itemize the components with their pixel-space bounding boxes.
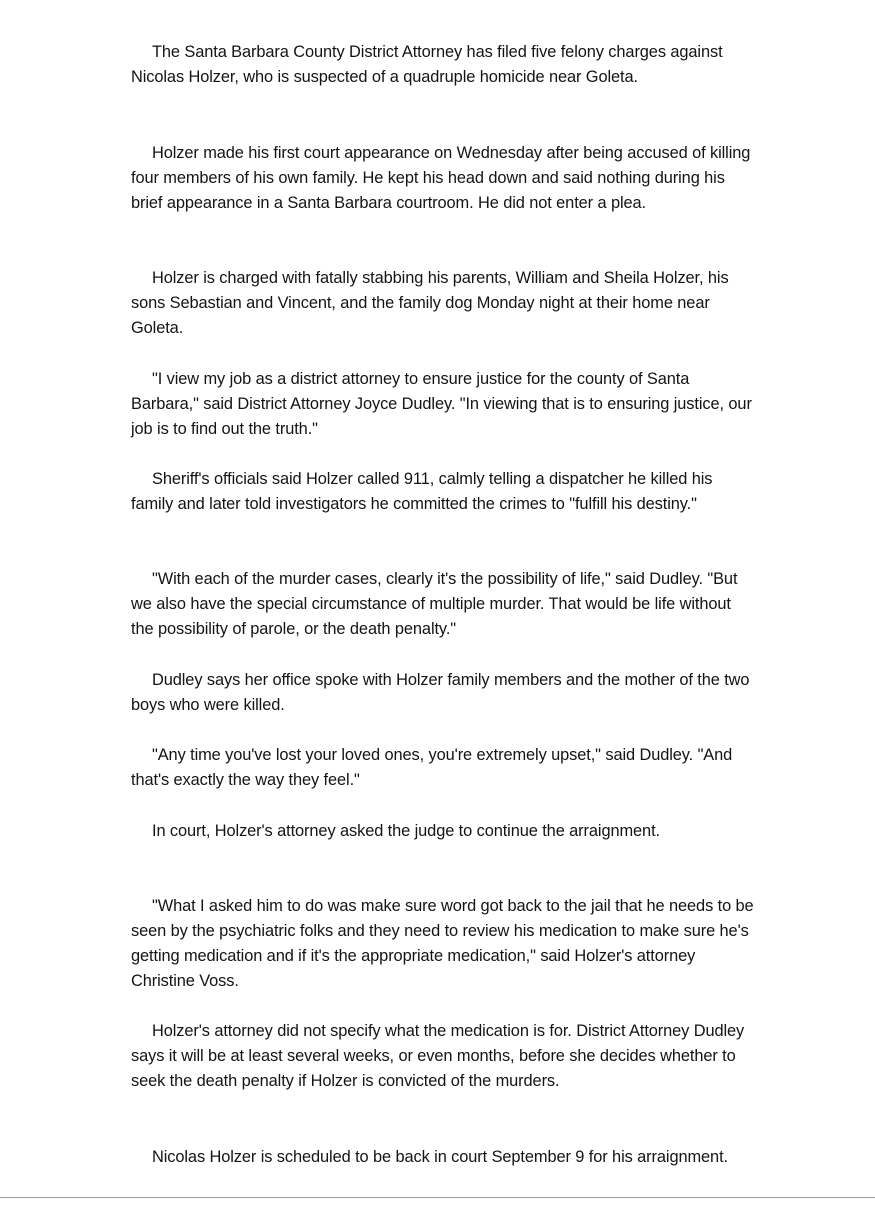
paragraph-7: Dudley says her office spoke with Holzer family members and the mother of the two boys who were killed. — [131, 671, 750, 714]
paragraph-2: Holzer made his first court appearance on Wednesday after being accused of killing four members of his own family. He kept his head down and said nothing during his brief appearance in a Santa Barbara courtroom. He did not enter a plea. — [131, 144, 751, 212]
paragraph-4: "I view my job as a district attorney to ensure justice for the county of Santa Barbara," said District Attorney Joyce Dudley. "In viewing that is to ensuring justice, our job is to find out the truth." — [131, 370, 752, 438]
paragraph-3: Holzer is charged with fatally stabbing his parents, William and Sheila Holzer, his sons Sebastian and Vincent, and the family dog Monday night at their home near Goleta. — [131, 269, 729, 337]
page-bottom-divider — [0, 1197, 875, 1198]
paragraph-9: In court, Holzer's attorney asked the judge to continue the arraignment. — [152, 822, 660, 840]
paragraph-12: Nicolas Holzer is scheduled to be back in court September 9 for his arraignment. — [152, 1148, 728, 1166]
paragraph-1: The Santa Barbara County District Attorney has filed five felony charges against Nicolas Holzer, who is suspected of a quadruple homicide near Goleta. — [131, 43, 723, 86]
paragraph-6: "With each of the murder cases, clearly it's the possibility of life," said Dudley. "But we also have the special circumstance of multiple murder. That would be life without the possibility of parole, or the death penalty." — [131, 570, 738, 638]
paragraph-10: "What I asked him to do was make sure word got back to the jail that he needs to be seen by the psychiatric folks and they need to review his medication to make sure he's getting medication and if it's the appropriate medication," said Holzer's attorney Christine Voss. — [131, 897, 754, 990]
paragraph-5: Sheriff's officials said Holzer called 911, calmly telling a dispatcher he killed his family and later told investigators he committed the crimes to "fulfill his destiny." — [131, 470, 713, 513]
paragraph-11: Holzer's attorney did not specify what the medication is for. District Attorney Dudley says it will be at least several weeks, or even months, before she decides whether to seek the death penalty if Holzer is convicted of the murders. — [131, 1022, 745, 1090]
paragraph-8: "Any time you've lost your loved ones, you're extremely upset," said Dudley. "And that's exactly the way they feel." — [131, 746, 733, 789]
